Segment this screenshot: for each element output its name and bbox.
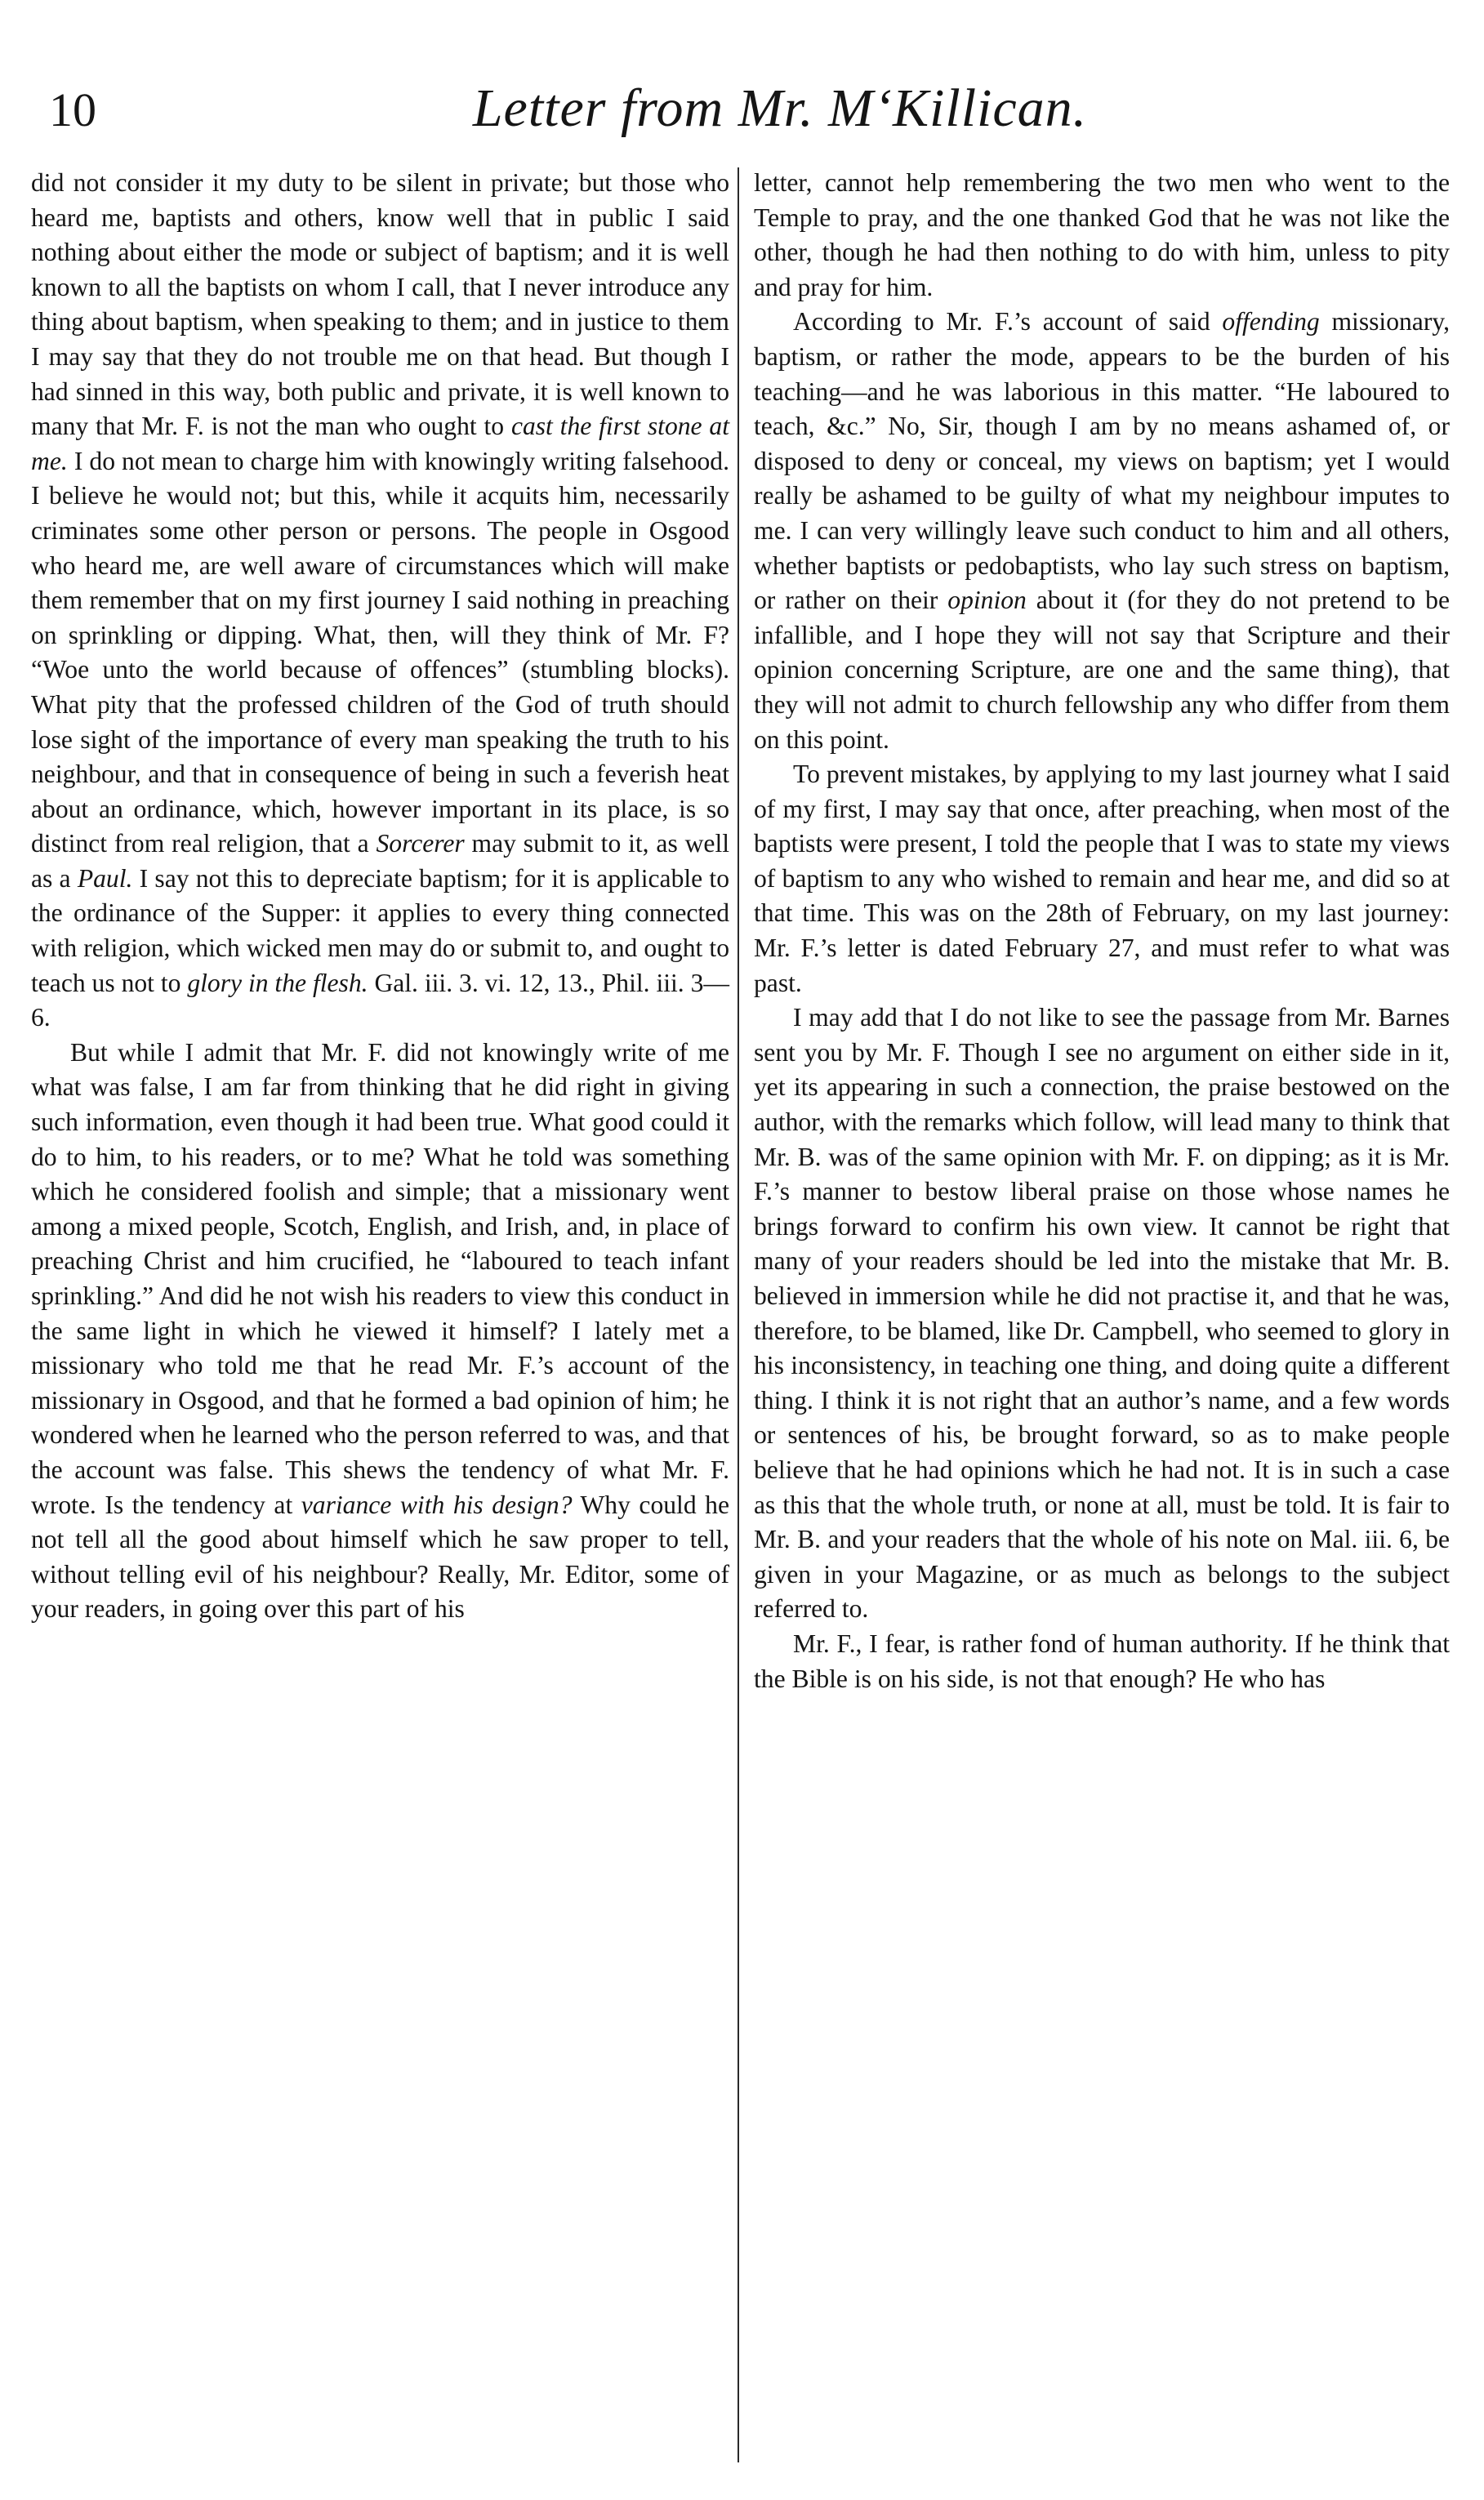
italic-phrase: opinion (947, 586, 1027, 615)
paragraph: According to Mr. F.’s account of said offending missionary, baptism, or rather the mode, appears to be the burden of his teaching—and he was laborious in this matter. “He laboured to teach, &c.” No, Sir, though I am by no means ashamed of, or disposed to deny or conceal, my views on baptism; yet I would really be ashamed to be guilty of what my neighbour imputes to me. I can very willingly leave such conduct to him and all others, whether baptists or pedobaptists, who lay such stress on baptism, or rather on their opinion about it (for they do not pretend to be infallible, and I hope they will not say that Scripture and their opinion concerning Scripture, are one and the same thing), that they will not admit to church fellowship any who differ from them on this point. (754, 307, 1450, 754)
running-title: Letter from Mr. M‘Killican. (472, 78, 1088, 138)
left-column (31, 166, 729, 1627)
paragraph: did not consider it my duty to be silent in private; but those who heard me, baptists and others, know well that in public I said nothing about either the mode or subject of baptism; and it is well known to all the baptists on whom I call, that I never introduce any thing about baptism, when speaking to them; and in justice to them I may say that they do not trouble me on that head. But though I had sinned in this way, both public and private, it is well known to many that Mr. F. is not the man who ought to cast the first stone at me. I do not mean to charge him with knowingly writing falsehood. I believe he would not; but this, while it acquits him, necessarily criminates some other person or persons. The people in Osgood who heard me, are well aware of circumstances which will make them remember that on my first journey I said nothing in preaching on sprinkling or dipping. What, then, will they think of Mr. F? “Woe unto the world because of offences” (stumbling blocks). What pity that the professed children of the God of truth should lose sight of the importance of every man speaking the truth to his neighbour, and that in consequence of being in such a feverish heat about an ordinance, which, however important in its place, is so distinct from real religion, that a Sorcerer may submit to it, as well as a Paul. I say not this to depreciate baptism; for it is applicable to the ordinance of the Supper: it applies to every thing connected with religion, which wicked men may do or submit to, and ought to teach us not to glory in the flesh. Gal. iii. 3. vi. 12, 13., Phil. iii. 3—6. (31, 168, 729, 1032)
column-divider (738, 167, 739, 2462)
page-number: 10 (49, 83, 96, 136)
right-column (754, 166, 1450, 1696)
running-head (49, 69, 1454, 151)
italic-phrase: glory in the flesh. (187, 968, 368, 997)
italic-phrase: Paul. (77, 863, 133, 893)
paragraph: I may add that I do not like to see the passage from Mr. Barnes sent you by Mr. F. Though I see no argument on either side in it, yet its appearing in such a connection, the praise bestowed on the author, with the remarks which follow, will lead many to think that Mr. B. was of the same opinion with Mr. F. on dipping; as it is Mr. F.’s manner to bestow liberal praise on those whose names he brings forward to confirm his own view. It cannot be right that many of your readers should be led into the mistake that Mr. B. believed in immersion while he did not practise it, and that he was, therefore, to be blamed, like Dr. Campbell, who seemed to glory in his inconsistency, in teaching one thing, and doing quite a different thing. I think it is not right that an author’s name, and a few words or sentences of his, be brought forward, so as to make people believe that he had opinions which he had not. It is in such a case as this that the whole truth, or none at all, must be told. It is fair to Mr. B. and your readers that the whole of his note on Mal. iii. 6, be given in your Magazine, or as much as belongs to the subject referred to. (754, 1003, 1450, 1624)
italic-phrase: cast the first stone at me. (31, 412, 729, 475)
italic-phrase: offending (1222, 307, 1320, 336)
paragraph: But while I admit that Mr. F. did not knowingly write of me what was false, I am far from thinking that he did right in giving such information, even though it had been true. What good could it do to him, to his readers, or to me? What he told was something which he considered foolish and simple; that a missionary went among a mixed people, Scotch, English, and Irish, and, in place of preaching Christ and him crucified, he “laboured to teach infant sprinkling.” And did he not wish his readers to view this conduct in the same light in which he viewed it himself? I lately met a missionary who told me that he read Mr. F.’s account of the missionary in Osgood, and that he formed a bad opinion of him; he wondered when he learned who the person referred to was, and that the account was false. This shews the tendency of what Mr. F. wrote. Is the tendency at variance with his design? Why could he not tell all the good about himself which he saw proper to tell, without telling evil of his neighbour? Really, Mr. Editor, some of your readers, in going over this part of his (31, 1037, 729, 1624)
paragraph: Mr. F., I fear, is rather fond of human authority. If he think that the Bible is on his side, is not that enough? He who has (754, 1629, 1450, 1693)
paragraph: letter, cannot help remembering the two men who went to the Temple to pray, and the one thanked God that he was not like the other, though he had then nothing to do with him, unless to pity and pray for him. (754, 168, 1450, 301)
paragraph: To prevent mistakes, by applying to my last journey what I said of my first, I may say that once, after preaching, when most of the baptists were present, I told the people that I was to state my views of baptism to any who wished to remain and hear me, and did so at that time. This was on the 28th of February, on my last journey: Mr. F.’s letter is dated February 27, and must refer to what was past. (754, 760, 1450, 997)
italic-phrase: variance with his design? (301, 1490, 573, 1519)
italic-phrase: Sorcerer (376, 829, 465, 858)
